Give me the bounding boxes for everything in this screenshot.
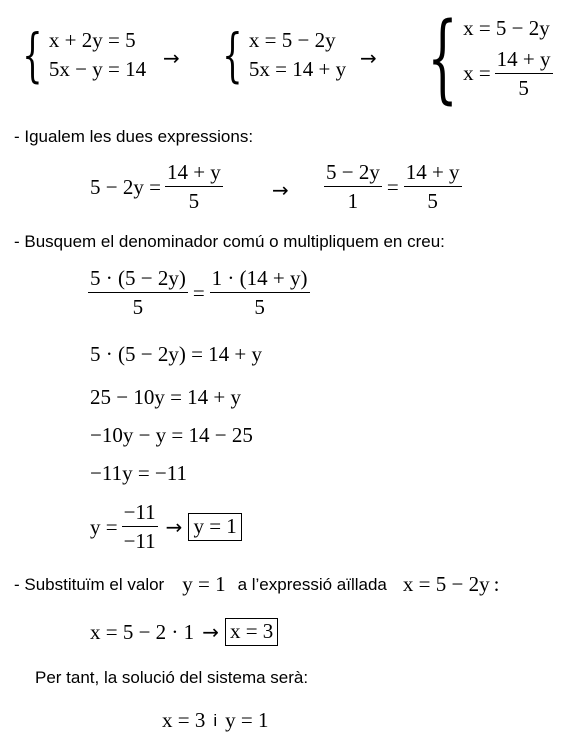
denominator: 1: [347, 189, 359, 213]
arrow-icon: →: [272, 178, 289, 202]
arrow-icon: →: [165, 515, 183, 539]
equation-row: [90, 618, 278, 646]
equation-line: −11y = −11: [90, 461, 187, 485]
equation-row: [324, 162, 462, 212]
conclusion-text: Per tant, la solució del sistema serà:: [35, 668, 309, 687]
inline-math: y = 1: [182, 572, 226, 596]
denominator: 5: [132, 295, 144, 319]
numerator: −11: [122, 502, 158, 527]
step-text: a l’expressió aïllada: [237, 575, 387, 594]
fraction: [324, 162, 382, 212]
colon: :: [493, 572, 500, 596]
equals-sign: =: [192, 280, 205, 305]
equation-lhs: y =: [90, 514, 118, 539]
equation-row: [88, 268, 310, 318]
left-brace: {: [22, 21, 43, 89]
numerator: 14 + y: [165, 162, 223, 187]
denominator: 5: [188, 189, 200, 213]
result-box: y = 1: [188, 513, 241, 541]
equation-line: x = 5 − 2 · 1: [90, 619, 195, 644]
equation-lhs: 5 − 2y =: [90, 174, 161, 199]
result-box: x = 3: [225, 618, 278, 646]
arrow-icon: →: [163, 46, 180, 70]
fraction: [88, 268, 188, 318]
step-text: - Busquem el denominador comú o multipliquem en creu:: [14, 232, 445, 251]
inline-math: x = 5 − 2y: [402, 572, 490, 596]
denominator: 5: [427, 189, 438, 213]
numerator: 5 · (5 − 2y): [88, 268, 188, 293]
equation: 5x − y = 14: [48, 57, 147, 81]
equation: x = 5 − 2y: [463, 15, 550, 40]
system-1: [14, 21, 147, 89]
denominator: −11: [123, 529, 156, 553]
numerator: 1 · (14 + y): [210, 268, 310, 293]
system-3: [412, 2, 553, 114]
conjunction: i: [213, 711, 218, 730]
fraction: [210, 268, 310, 318]
answer-x: x = 3: [162, 708, 206, 732]
numerator: 14 + y: [495, 49, 553, 74]
equation-line: 25 − 10y = 14 + y: [90, 385, 242, 409]
left-brace: {: [427, 2, 458, 114]
step-text: - Substituïm el valor: [14, 575, 165, 594]
equation: x = 5 − 2y: [248, 28, 336, 52]
numerator: 14 + y: [404, 162, 462, 187]
final-answer: [162, 710, 268, 731]
arrow-icon: →: [202, 620, 219, 644]
fraction: [122, 502, 158, 552]
denominator: 5: [518, 75, 529, 100]
arrow-icon: →: [360, 46, 377, 70]
system-2: [214, 21, 347, 89]
denominator: 5: [254, 295, 265, 319]
equation-row: [90, 502, 242, 552]
equals-sign: =: [386, 174, 399, 199]
equation-lhs: x =: [463, 61, 491, 85]
equation: x + 2y = 5: [48, 28, 136, 52]
substitution-line: [14, 574, 499, 595]
equation-row: [90, 162, 223, 212]
fraction: [404, 162, 462, 212]
answer-y: y = 1: [225, 708, 269, 732]
equation-line: −10y − y = 14 − 25: [90, 423, 253, 447]
fraction: [165, 162, 223, 212]
numerator: 5 − 2y: [324, 162, 382, 187]
step-text: - Igualem les dues expressions:: [14, 127, 254, 146]
left-brace: {: [222, 21, 243, 89]
equation: 5x = 14 + y: [248, 57, 347, 81]
fraction: [495, 46, 553, 100]
equation-line: 5 · (5 − 2y) = 14 + y: [90, 342, 263, 366]
